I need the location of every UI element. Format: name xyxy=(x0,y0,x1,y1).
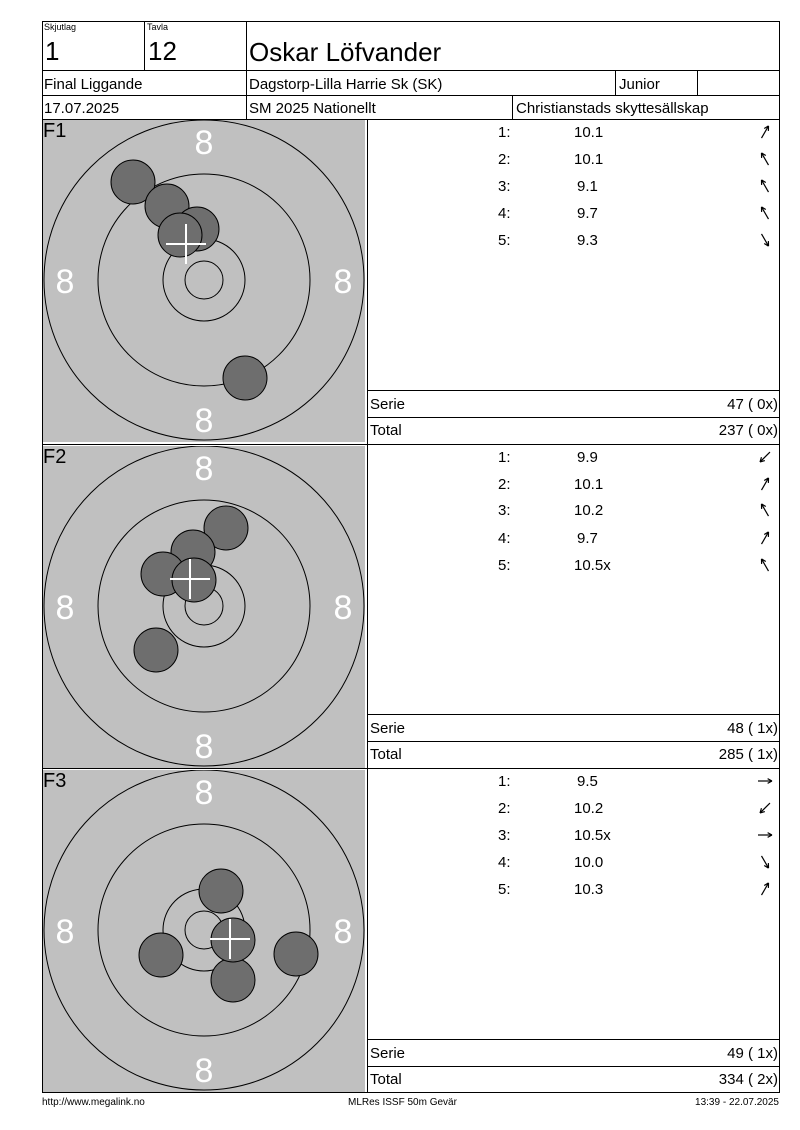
ring-number: 8 xyxy=(55,263,75,301)
shot-value: 10.5x xyxy=(574,557,611,574)
total-score-f3: 334 ( 2x) xyxy=(718,1071,778,1088)
tavla-label: Tavla xyxy=(147,22,169,32)
target-f3-svg xyxy=(43,770,365,1092)
direction-arrow-icon xyxy=(756,772,774,790)
direction-arrow-icon xyxy=(756,448,774,466)
shot-num: 3: xyxy=(498,502,511,519)
date: 17.07.2025 xyxy=(44,100,120,117)
serie-score-f2: 48 ( 1x) xyxy=(727,720,778,737)
event-name: Final Liggande xyxy=(44,76,143,93)
direction-arrow-icon xyxy=(756,150,774,168)
ring-number: 8 xyxy=(333,589,353,627)
direction-arrow-icon xyxy=(756,475,774,493)
direction-arrow-icon xyxy=(756,529,774,547)
shot-hole xyxy=(223,356,267,400)
shot-num: 2: xyxy=(498,800,511,817)
club-name: Dagstorp-Lilla Harrie Sk (SK) xyxy=(249,76,443,93)
direction-arrow-icon xyxy=(756,556,774,574)
target-f2 xyxy=(43,446,365,768)
ring-number: 8 xyxy=(194,124,214,162)
direction-arrow-icon xyxy=(756,231,774,249)
panel-label-f2: F2 xyxy=(43,446,67,468)
shot-num: 4: xyxy=(498,854,511,871)
shot-value: 10.1 xyxy=(574,151,604,168)
shot-num: 2: xyxy=(498,476,511,493)
panel-label-f3: F3 xyxy=(43,770,67,792)
ring-number: 8 xyxy=(333,913,353,951)
shot-value: 10.0 xyxy=(574,854,604,871)
target-f1 xyxy=(43,120,365,442)
ring-number: 8 xyxy=(194,1052,214,1090)
shot-value: 10.3 xyxy=(574,881,604,898)
target-f2-svg xyxy=(43,446,365,768)
total-score-f1: 237 ( 0x) xyxy=(718,422,778,439)
total-score-f2: 285 ( 1x) xyxy=(718,746,778,763)
shot-hole xyxy=(139,933,183,977)
direction-arrow-icon xyxy=(756,501,774,519)
shot-value: 9.1 xyxy=(577,178,598,195)
footer-timestamp: 13:39 - 22.07.2025 xyxy=(695,1097,779,1108)
tavla-value: 12 xyxy=(148,36,177,66)
serie-label: Serie xyxy=(370,396,406,413)
ring-number: 8 xyxy=(55,913,75,951)
shot-value: 10.2 xyxy=(574,800,604,817)
shot-num: 1: xyxy=(498,773,511,790)
target-f3 xyxy=(43,770,365,1092)
serie-label: Serie xyxy=(370,720,406,737)
shot-num: 5: xyxy=(498,557,511,574)
footer-software: MLRes ISSF 50m Gevär xyxy=(348,1097,457,1108)
organizer-name: Christianstads skyttesällskap xyxy=(516,100,709,117)
shot-num: 5: xyxy=(498,232,511,249)
total-label: Total xyxy=(370,1071,402,1088)
shot-num: 3: xyxy=(498,178,511,195)
shot-hole xyxy=(134,628,178,672)
footer-url[interactable]: http://www.megalink.no xyxy=(42,1097,145,1108)
competition-name: SM 2025 Nationellt xyxy=(249,100,376,117)
ring-number: 8 xyxy=(333,263,353,301)
shot-num: 1: xyxy=(498,124,511,141)
direction-arrow-icon xyxy=(756,826,774,844)
shot-value: 10.2 xyxy=(574,502,604,519)
serie-score-f1: 47 ( 0x) xyxy=(727,396,778,413)
skjutlag-label: Skjutlag xyxy=(44,22,77,32)
panel-label-f1: F1 xyxy=(43,120,67,142)
shot-value: 10.1 xyxy=(574,476,604,493)
direction-arrow-icon xyxy=(756,204,774,222)
shooter-name: Oskar Löfvander xyxy=(249,37,442,67)
shot-value: 9.9 xyxy=(577,449,598,466)
skjutlag-value: 1 xyxy=(45,36,60,66)
serie-score-f3: 49 ( 1x) xyxy=(727,1045,778,1062)
shot-hole xyxy=(199,869,243,913)
direction-arrow-icon xyxy=(756,177,774,195)
total-label: Total xyxy=(370,422,402,439)
direction-arrow-icon xyxy=(756,799,774,817)
shot-num: 4: xyxy=(498,530,511,547)
shot-value: 9.7 xyxy=(577,205,598,222)
ring-number: 8 xyxy=(194,402,214,440)
shot-num: 4: xyxy=(498,205,511,222)
shot-num: 3: xyxy=(498,827,511,844)
class-name: Junior xyxy=(619,76,660,93)
direction-arrow-icon xyxy=(756,123,774,141)
shot-value: 9.3 xyxy=(577,232,598,249)
shot-num: 1: xyxy=(498,449,511,466)
shot-hole xyxy=(211,958,255,1002)
shot-hole xyxy=(274,932,318,976)
ring-number: 8 xyxy=(55,589,75,627)
shot-num: 5: xyxy=(498,881,511,898)
direction-arrow-icon xyxy=(756,853,774,871)
shot-value: 9.7 xyxy=(577,530,598,547)
serie-label: Serie xyxy=(370,1045,406,1062)
shot-value: 10.1 xyxy=(574,124,604,141)
direction-arrow-icon xyxy=(756,880,774,898)
total-label: Total xyxy=(370,746,402,763)
ring-number: 8 xyxy=(194,450,214,488)
shot-hole xyxy=(158,213,202,257)
ring-number: 8 xyxy=(194,728,214,766)
ring-number: 8 xyxy=(194,774,214,812)
target-f1-svg xyxy=(43,120,365,442)
shot-value: 10.5x xyxy=(574,827,611,844)
shot-num: 2: xyxy=(498,151,511,168)
shot-value: 9.5 xyxy=(577,773,598,790)
